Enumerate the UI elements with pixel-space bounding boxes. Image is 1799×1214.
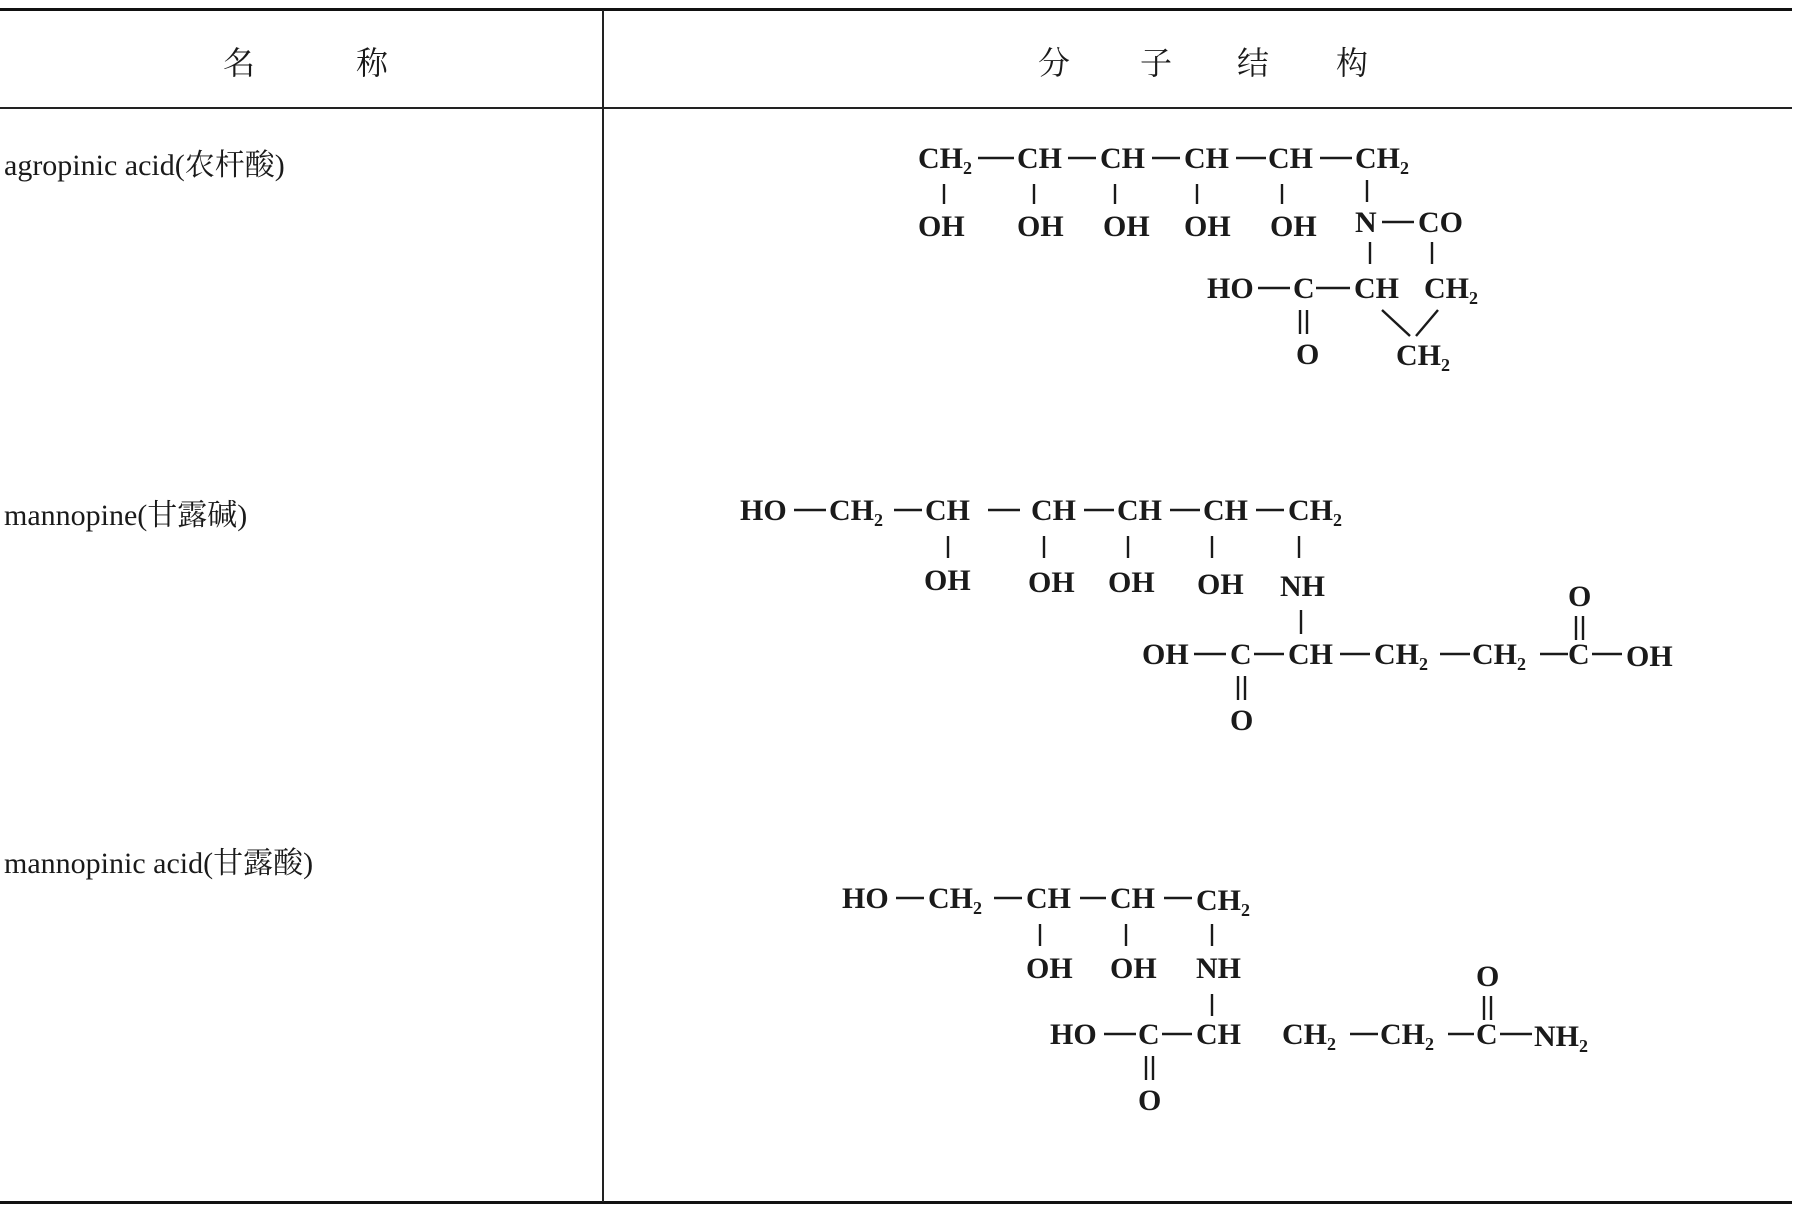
atom-label: CH₂ [829,494,883,527]
atom-label: C [1230,638,1252,671]
atom-label: CH₂ [1424,272,1478,305]
atom-label: OH [1026,952,1073,985]
atom-label: OH [1270,210,1317,243]
atom-label: C [1293,272,1315,305]
header-structure-char: 结 [1237,45,1270,81]
atom-label: OH [1197,568,1244,601]
atom-label: OH [1028,566,1075,599]
atom-label: C [1138,1018,1160,1051]
atom-label: CH₂ [1196,884,1250,917]
atom-label: CH [1196,1018,1241,1051]
structure-agropinic-acid [918,142,1478,372]
atom-label: O [1230,704,1254,737]
atom-label: CH₂ [1288,494,1342,527]
atom-label: OH [1110,952,1157,985]
structure-column [604,110,1792,1200]
atom-label: HO [1207,272,1254,305]
header-structure-char: 分 [1038,45,1071,81]
atom-label: CH₂ [1374,638,1428,671]
atom-label: CH [1017,142,1062,175]
atom-label: NH₂ [1534,1020,1588,1053]
atom-label: O [1568,580,1592,613]
compound-name-mannopinic-acid: mannopinic acid(甘露酸) [4,847,314,880]
header-structure-char: 构 [1336,45,1369,81]
atom-label: CO [1418,206,1463,239]
table-header-rule [0,107,1792,109]
structure-mannopine [740,494,1673,737]
atom-label: CH [1268,142,1313,175]
compound-name-mannopine: mannopine(甘露碱) [4,499,248,532]
atom-label: CH₂ [928,882,982,915]
atom-label: CH₂ [918,142,972,175]
atom-label: OH [1626,640,1673,673]
atom-label: CH [1117,494,1162,527]
bond [1416,310,1438,336]
atom-label: CH [1110,882,1155,915]
atom-label: OH [924,564,971,597]
atom-label: CH [925,494,970,527]
structure-drawings [604,110,1792,1200]
atom-label: CH₂ [1355,142,1409,175]
table-bottom-rule [0,1201,1792,1204]
atom-label: CH₂ [1282,1018,1336,1051]
atom-label: O [1296,338,1320,371]
atom-label: NH [1280,570,1325,603]
atom-label: CH [1354,272,1399,305]
header-structure-char: 子 [1140,45,1173,81]
atom-label: N [1355,206,1377,239]
atom-label: O [1138,1084,1162,1117]
atom-label: C [1568,638,1590,671]
atom-label: OH [1184,210,1231,243]
atom-label: HO [740,494,787,527]
atom-label: CH [1203,494,1248,527]
atom-label: O [1476,960,1500,993]
atom-label: CH [1100,142,1145,175]
atom-label: CH [1026,882,1071,915]
atom-label: CH [1288,638,1333,671]
atom-label: CH₂ [1380,1018,1434,1051]
atom-label: OH [1142,638,1189,671]
atom-label: OH [1108,566,1155,599]
table-top-rule [0,8,1792,11]
header-name-char: 名 [223,45,256,81]
atom-label: OH [918,210,965,243]
header-name-char: 称 [356,45,389,81]
atom-label: C [1476,1018,1498,1051]
atom-label: OH [1103,210,1150,243]
atom-label: OH [1017,210,1064,243]
atom-label: CH [1031,494,1076,527]
structure-mannopinic-acid [842,882,1588,1117]
atom-label: NH [1196,952,1241,985]
atom-label: HO [1050,1018,1097,1051]
compound-name-agropinic-acid: agropinic acid(农杆酸) [4,149,285,182]
atom-label: HO [842,882,889,915]
atom-label: CH [1184,142,1229,175]
bond [1382,310,1410,336]
atom-label: CH₂ [1396,339,1450,372]
atom-label: CH₂ [1472,638,1526,671]
